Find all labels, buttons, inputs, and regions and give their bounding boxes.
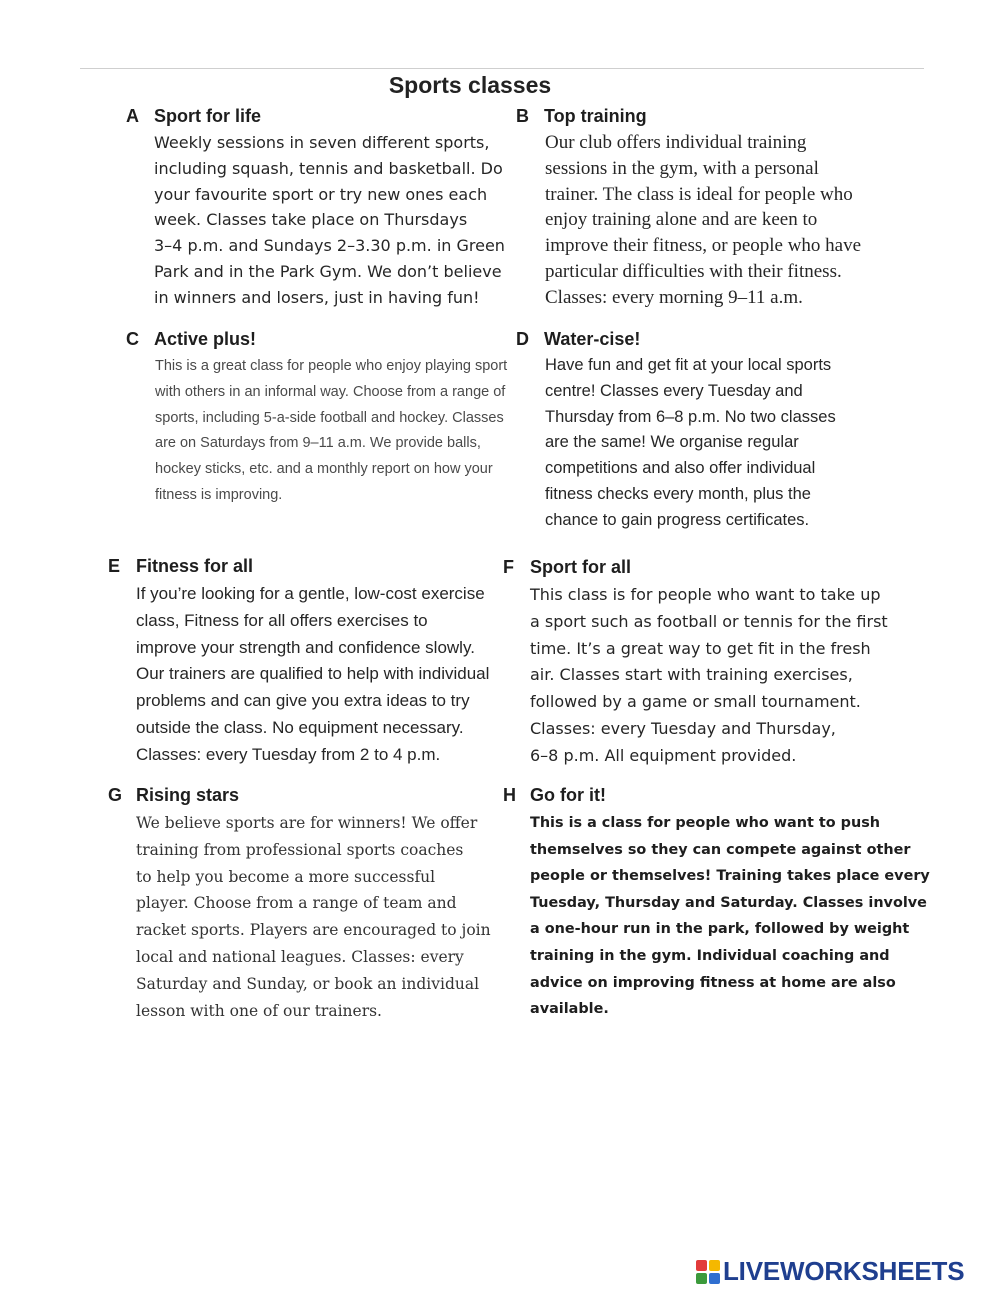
text-line: outside the class. No equipment necessary. xyxy=(136,717,464,737)
section-d xyxy=(516,329,836,534)
text-line: chance to gain progress certificates. xyxy=(545,510,810,529)
section-text xyxy=(545,353,836,534)
text-line: This is a class for people who want to push xyxy=(530,815,881,831)
text-line: 6–8 p.m. All equipment provided. xyxy=(530,745,797,765)
text-line: Weekly sessions in seven different sports, xyxy=(154,133,490,152)
section-text xyxy=(136,581,489,769)
section-text xyxy=(136,810,491,1024)
text-line: to help you become a more successful xyxy=(136,867,436,886)
section-heading xyxy=(503,785,930,806)
section-heading xyxy=(126,106,505,127)
section-letter: G xyxy=(108,785,123,805)
text-line: player. Choose from a range of team and xyxy=(136,894,457,913)
section-title: Sport for all xyxy=(530,557,632,577)
text-line: sports, including 5-a-side football and hockey. Classes xyxy=(155,409,504,426)
text-line: fitness is improving. xyxy=(155,486,283,503)
text-line: competitions and also offer individual xyxy=(545,459,816,478)
text-line: air. Classes start with training exercises, xyxy=(530,665,853,685)
text-line: your favourite sport or try new ones each xyxy=(154,184,488,204)
section-heading xyxy=(108,785,491,806)
section-heading xyxy=(516,106,861,127)
text-line: Classes: every Tuesday from 2 to 4 p.m. xyxy=(136,744,441,764)
section-h xyxy=(503,785,930,1023)
section-letter: E xyxy=(108,556,121,576)
text-line: improve your strength and confidence slowly. xyxy=(136,637,475,657)
text-line: This class is for people who want to take up xyxy=(530,585,881,604)
section-text xyxy=(530,810,930,1023)
text-line: This is a great class for people who enjoy playing sport xyxy=(155,358,508,374)
section-g xyxy=(108,785,491,1024)
section-b xyxy=(516,106,861,311)
text-line: training in the gym. Individual coaching and xyxy=(530,947,890,964)
section-letter: F xyxy=(503,557,514,577)
section-a xyxy=(126,106,505,311)
section-heading xyxy=(516,329,836,350)
text-line: problems and can give you extra ideas to try xyxy=(136,691,470,711)
text-line: centre! Classes every Tuesday and xyxy=(545,381,803,400)
text-line: Saturday and Sunday, or book an individual xyxy=(136,974,480,993)
text-line: We believe sports are for winners! We offer xyxy=(136,814,478,832)
logo-text: LIVEWORKSHEETS xyxy=(723,1256,965,1286)
text-line: Our club offers individual training xyxy=(545,132,807,153)
section-text xyxy=(530,582,888,770)
liveworksheets-logo-icon xyxy=(696,1260,720,1284)
text-line: available. xyxy=(530,1001,609,1018)
text-line: week. Classes take place on Thursdays xyxy=(154,210,468,230)
section-letter: D xyxy=(516,329,529,349)
text-line: class, Fitness for all offers exercises to xyxy=(136,610,428,630)
text-line: If you’re looking for a gentle, low-cost exercise xyxy=(136,584,485,603)
text-line: in winners and losers, just in having fun! xyxy=(154,287,480,307)
text-line: Have fun and get fit at your local sports xyxy=(545,356,832,374)
section-text xyxy=(155,354,507,509)
text-line: local and national leagues. Classes: every xyxy=(136,947,464,966)
text-line: a sport such as football or tennis for the first xyxy=(530,611,888,631)
section-title: Water-cise! xyxy=(544,329,641,349)
text-line: Classes: every Tuesday and Thursday, xyxy=(530,718,836,738)
liveworksheets-logo xyxy=(696,1256,964,1287)
text-line: hockey sticks, etc. and a monthly report on how your xyxy=(155,461,493,478)
section-heading xyxy=(503,557,888,578)
section-heading xyxy=(126,329,507,350)
text-line: fitness checks every month, plus the xyxy=(545,484,811,503)
text-line: trainer. The class is ideal for people who xyxy=(545,183,853,205)
text-line: particular difficulties with their fitness. xyxy=(545,260,842,282)
text-line: enjoy training alone and are keen to xyxy=(545,209,818,231)
text-line: Classes: every morning 9–11 a.m. xyxy=(545,286,803,308)
text-line: Tuesday, Thursday and Saturday. Classes involve xyxy=(530,894,927,911)
section-title: Fitness for all xyxy=(136,556,254,576)
section-text xyxy=(545,130,861,311)
text-line: people or themselves! Training takes place every xyxy=(530,868,930,885)
section-title: Top training xyxy=(544,106,647,126)
text-line: Park and in the Park Gym. We don’t believe xyxy=(154,261,502,281)
section-e xyxy=(108,556,489,769)
section-letter: H xyxy=(503,785,516,805)
text-line: are the same! We organise regular xyxy=(545,433,799,452)
text-line: are on Saturdays from 9–11 a.m. We provide balls, xyxy=(155,435,481,452)
text-line: lesson with one of our trainers. xyxy=(136,1001,382,1020)
text-line: including squash, tennis and basketball. Do xyxy=(154,158,503,178)
text-line: themselves so they can compete against other xyxy=(530,841,911,858)
text-line: 3–4 p.m. and Sundays 2–3.30 p.m. in Green xyxy=(154,236,505,256)
text-line: time. It’s a great way to get fit in the fresh xyxy=(530,638,871,658)
text-line: racket sports. Players are encouraged to join xyxy=(136,921,491,940)
text-line: Our trainers are qualified to help with individual xyxy=(136,664,490,684)
page-title: Sports classes xyxy=(388,72,552,98)
text-line: sessions in the gym, with a personal xyxy=(545,157,819,179)
text-line: followed by a game or small tournament. xyxy=(530,692,861,712)
text-line: advice on improving fitness at home are also xyxy=(530,974,896,991)
section-text xyxy=(154,130,505,311)
text-line: improve their fitness, or people who have xyxy=(545,235,862,257)
text-line: training from professional sports coaches xyxy=(136,840,464,859)
text-line: Thursday from 6–8 p.m. No two classes xyxy=(545,407,836,426)
section-title: Active plus! xyxy=(154,329,257,349)
section-heading xyxy=(108,556,489,577)
section-title: Rising stars xyxy=(136,785,240,805)
section-c xyxy=(126,329,507,509)
section-title: Go for it! xyxy=(530,785,606,805)
top-divider xyxy=(80,68,924,69)
section-title: Sport for life xyxy=(154,106,261,126)
section-f xyxy=(503,557,888,770)
text-line: with others in an informal way. Choose from a range of xyxy=(155,383,506,400)
section-letter: C xyxy=(126,329,139,349)
text-line: a one-hour run in the park, followed by weight xyxy=(530,921,910,938)
section-letter: A xyxy=(126,106,139,126)
section-letter: B xyxy=(516,106,529,126)
